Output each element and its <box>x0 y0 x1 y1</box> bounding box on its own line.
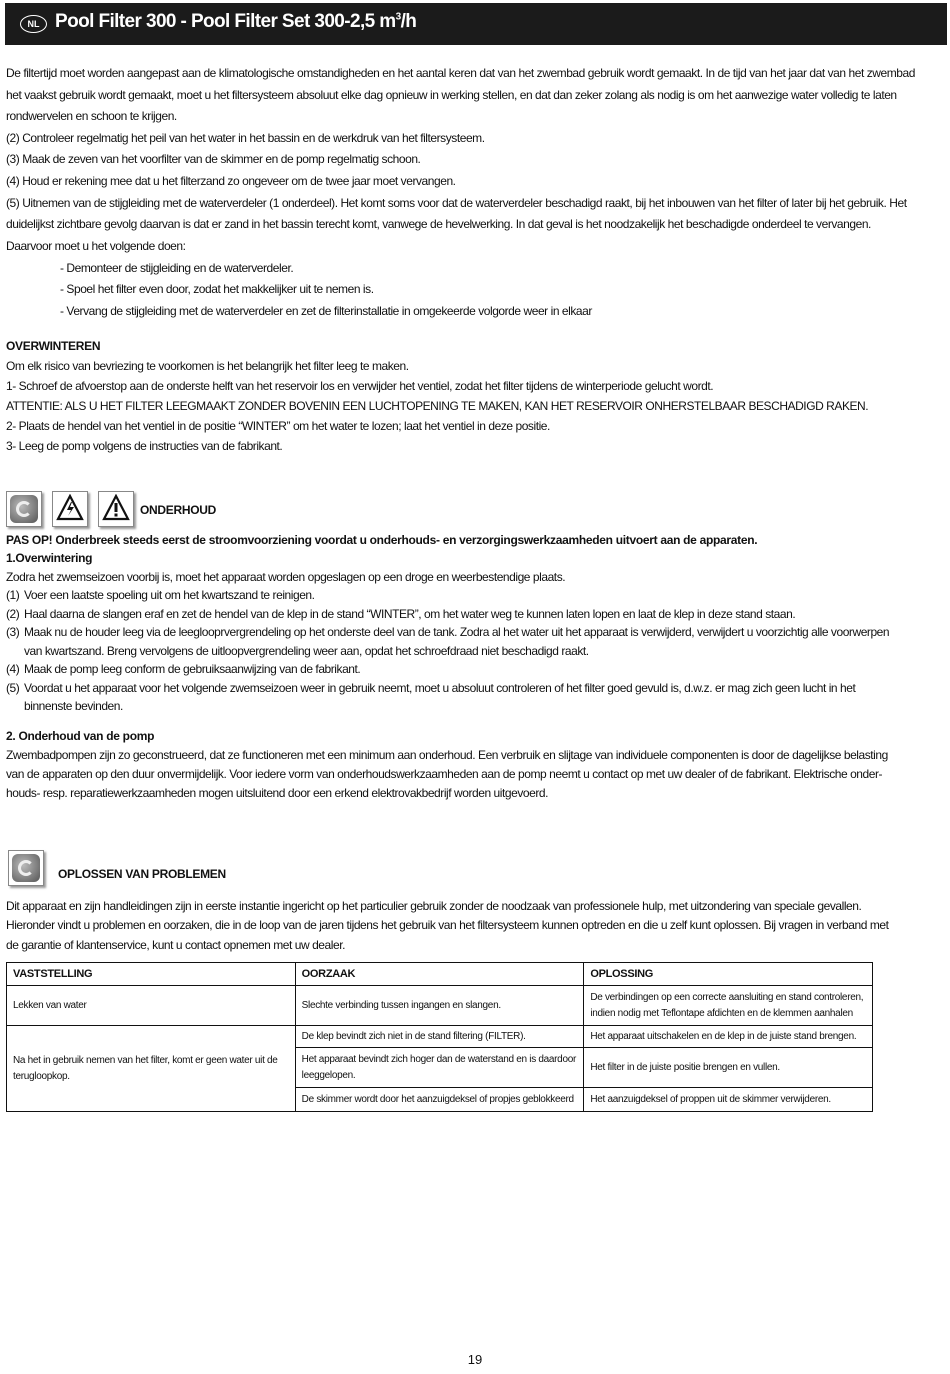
winter-line: Om elk risico van bevriezing te voorkomen is het belangrijk het filter leeg te maken. <box>6 359 409 373</box>
maintenance-heading: ONDERHOUD <box>140 503 216 517</box>
winter-heading: OVERWINTEREN <box>6 339 101 353</box>
language-badge: NL <box>20 15 47 33</box>
winter-line: 1- Schroef de afvoerstop aan de onderste helft van het reservoir los en verwijder het ventiel, zodat het filter tijdens de winterperiode gelucht wordt. <box>6 379 714 393</box>
table-header-row <box>7 963 873 986</box>
maintenance-sub2: 2. Onderhoud van de pomp <box>6 729 155 743</box>
page-number: 19 <box>467 1352 483 1367</box>
table-header: VASTSTELLING <box>7 963 296 986</box>
table-cell: Het filter in de juiste positie brengen en vullen. <box>584 1048 873 1088</box>
table-header: OORZAAK <box>295 963 584 986</box>
intro-step: - Vervang de stijgleiding met de waterverdeler en zet de filterinstallatie in omgekeerde volgorde weer in elkaar <box>60 304 592 318</box>
intro-line: (4) Houd er rekening mee dat u het filterzand zo ongeveer om de twee jaar moet vervangen. <box>6 174 456 188</box>
intro-line: (3) Maak de zeven van het voorfilter van de skimmer en de pomp regelmatig schoon. <box>6 152 421 166</box>
table-cell: De verbindingen op een correcte aansluiting en stand controleren, indien nodig met Teflontape afdichten en de klemmen aanhalen <box>584 986 873 1026</box>
table-cell: Lekken van water <box>7 986 296 1026</box>
intro-step: - Demonteer de stijgleiding en de waterverdeler. <box>60 261 294 275</box>
intro-line: Daarvoor moet u het volgende doen: <box>6 239 186 253</box>
electric-warning-icon <box>52 491 88 527</box>
table-cell: Het aanzuigdeksel of proppen uit de skimmer verwijderen. <box>584 1088 873 1112</box>
intro-line: het vaakst gebruik wordt gemaakt, moet u het filtersysteem absoluut elke dag opnieuw in werking stellen, en dat dan zeker zolang als nodig is om het aanwezige water volledig te laten <box>6 88 897 102</box>
table-row <box>7 1026 873 1048</box>
table-cell: Na het in gebruik nemen van het filter, komt er geen water uit de terugloopkop. <box>7 1026 296 1112</box>
list-item: (3) Maak nu de houder leeg via de leeglooprvergrendeling op het onderste deel van de tank. Zodra al het water uit het apparaat is verwijderd, verwijdert u voorzichtig alle voorwerpen <box>6 625 890 639</box>
maintenance-sub1-intro: Zodra het zwemseizoen voorbij is, moet het apparaat worden opgeslagen op een droge en weerbestendige plaats. <box>6 570 566 584</box>
page-title: Pool Filter 300 - Pool Filter Set 300-2,5 $m^3/h$ <box>55 11 417 32</box>
wrench-icon <box>8 850 44 886</box>
list-item-continuation: binnenste bevinden. <box>24 699 123 713</box>
winter-line: 3- Leeg de pomp volgens de instructies van de fabrikant. <box>6 439 283 453</box>
list-item: (4) Maak de pomp leeg conform de gebruiksaanwijzing van de fabrikant. <box>6 662 361 676</box>
page-header <box>5 3 947 45</box>
list-item-continuation: van kwartszand. Breng vervolgens de uitloopvergrendeling weer aan, opdat het schroefdraad niet beschadigd raakt. <box>24 644 589 658</box>
intro-line: (5) Uitnemen van de stijgleiding met de waterverdeler (1 onderdeel). Het komt soms voor dat de waterverdeler beschadigd raakt, bij het inbouwen van het filter of later bij het gebruik. Het <box>6 196 907 210</box>
troubleshoot-line: Dit apparaat en zijn handleidingen zijn in eerste instantie ingericht op het particulier gebruik zonder de noodzaak van professionele hulp, met uitzondering van speciale gevallen. <box>6 899 862 913</box>
intro-line: (2) Controleer regelmatig het peil van het water in het bassin en de werkdruk van het filtersysteem. <box>6 131 485 145</box>
intro-step: - Spoel het filter even door, zodat het makkelijker uit te nemen is. <box>60 282 374 296</box>
warning-icon <box>98 491 134 527</box>
troubleshoot-heading: OPLOSSEN VAN PROBLEMEN <box>58 867 226 881</box>
table-cell: De skimmer wordt door het aanzuigdeksel of propjes geblokkeerd <box>295 1088 584 1112</box>
intro-line: De filtertijd moet worden aangepast aan de klimatologische omstandigheden en het aantal keren dat van het zwembad gebruik wordt gemaakt. In de tijd van het jaar dat van het zwembad <box>6 66 915 80</box>
table-cell: Slechte verbinding tussen ingangen en slangen. <box>295 986 584 1026</box>
list-item: (5) Voordat u het apparaat voor het volgende zwemseizoen weer in gebruik neemt, moet u absoluut controleren of het filter goed gevuld is, d.w.z. er mag zich geen lucht in het <box>6 681 856 695</box>
table-header: OPLOSSING <box>584 963 873 986</box>
wrench-icon <box>6 491 42 527</box>
table-cell: Het apparaat bevindt zich hoger dan de waterstand en is daardoor leeggelopen. <box>295 1048 584 1088</box>
intro-line: duidelijkst zichtbare gevolg daarvan is dat er zand in het bassin terecht komt, vanwege de hevelwerking. In dat geval is het noodzakelijk het beschadigde onderdeel te vervangen. <box>6 217 871 231</box>
winter-line: 2- Plaats de hendel van het ventiel in de positie “WINTER” om het water te lozen; laat het ventiel in deze positie. <box>6 419 550 433</box>
sub2-line: houds- resp. reparatiewerkzaamheden mogen uitsluitend door een erkend elektrovakbedrijf worden uitgevoerd. <box>6 786 548 800</box>
sub2-line: Zwembadpompen zijn zo geconstrueerd, dat ze functioneren met een minimum aan onderhoud. Een verbruik en slijtage van individuele componenten is door de dagelijkse belasting <box>6 748 888 762</box>
list-item: (2) Haal daarna de slangen eraf en zet de hendel van de klep in de stand “WINTER”, om het water weg te kunnen laten lopen en laat de klep in deze stand staan. <box>6 607 796 621</box>
maintenance-sub1: 1.Overwintering <box>6 551 93 565</box>
maintenance-warning: PAS OP! Onderbreek steeds eerst de stroomvoorziening voordat u onderhouds- en verzorgingswerkzaamheden uitvoert aan de apparaten. <box>6 533 758 547</box>
list-item: (1) Voer een laatste spoeling uit om het kwartszand te reinigen. <box>6 588 315 602</box>
troubleshoot-line: de garantie of klantenservice, kunt u contact opnemen met uw dealer. <box>6 938 345 952</box>
table-cell: Het apparaat uitschakelen en de klep in de juiste stand brengen. <box>584 1026 873 1048</box>
table-cell: De klep bevindt zich niet in de stand filtering (FILTER). <box>295 1026 584 1048</box>
winter-attention: ATTENTIE: ALS U HET FILTER LEEGMAAKT ZONDER BOVENIN EEN LUCHTOPENING TE MAKEN, KAN HET RESERVOIR ONHERSTELBAAR BESCHADIGD RAKEN. <box>6 399 869 413</box>
troubleshoot-line: Hieronder vindt u problemen en oorzaken, die in de loop van de jaren tijdens het gebruik van het filtersysteem kunnen optreden en die u zelf kunt oplossen. Bij vragen in verband met <box>6 918 889 932</box>
sub2-line: van de apparaten op den duur onvermijdelijk. Voor iedere vorm van onderhoudswerkzaamheden aan de pomp neemt u contact op met uw dealer of de fabrikant. Elektrische onder- <box>6 767 883 781</box>
troubleshoot-table <box>6 962 873 1112</box>
intro-line: rondwervelen en schoon te krijgen. <box>6 109 177 123</box>
table-row <box>7 986 873 1026</box>
